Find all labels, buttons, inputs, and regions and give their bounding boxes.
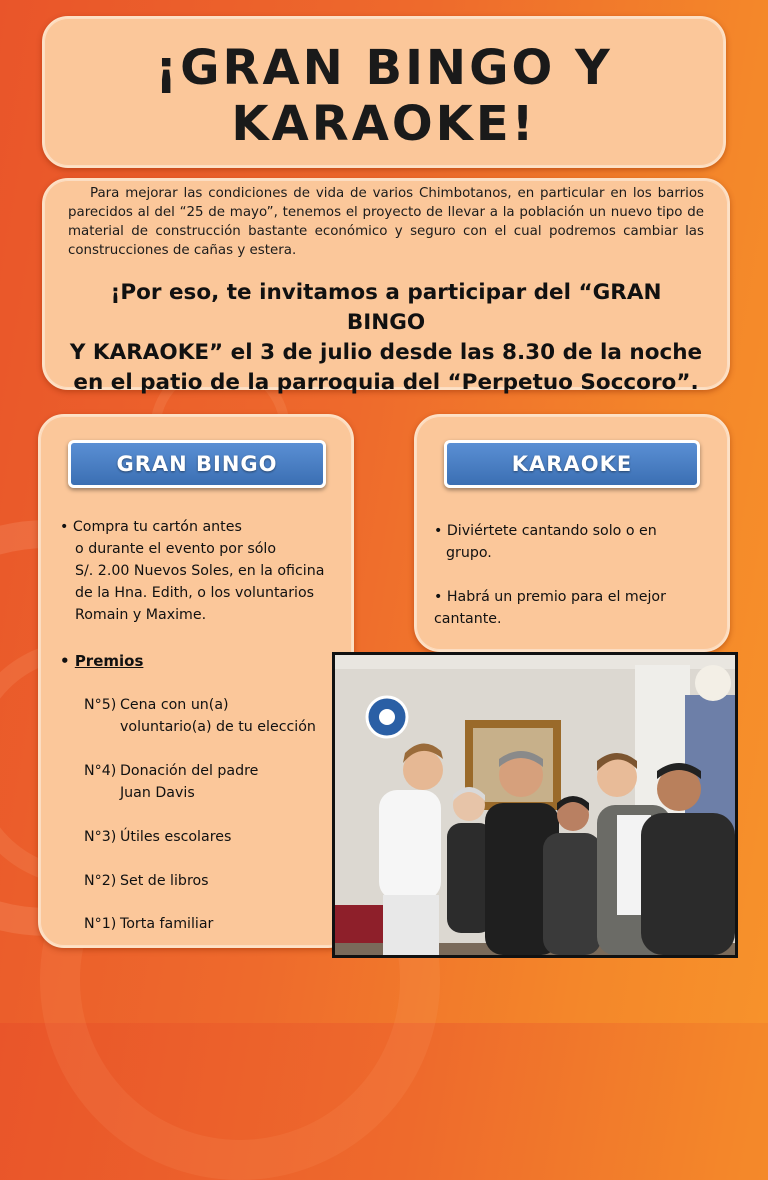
- premios-label: Premios: [74, 652, 144, 670]
- title-line-2: KARAOKE!: [231, 96, 537, 152]
- prize-item: [84, 760, 258, 804]
- prize-text: Set de libros: [120, 873, 209, 889]
- bingo-description: [60, 516, 350, 626]
- premios-bullet: •: [60, 652, 75, 670]
- invite-line-2: Y KARAOKE” el 3 de julio desde las 8.30 de la noche: [69, 340, 703, 365]
- karaoke-desc-line: cantante.: [434, 611, 502, 627]
- prize-item: [84, 913, 213, 935]
- karaoke-desc-line: • Diviértete cantando solo o en: [434, 523, 657, 539]
- prize-text: Útiles escolares: [120, 829, 232, 845]
- prize-text: Cena con un(a): [120, 697, 229, 713]
- prize-text: Donación del padre: [120, 763, 259, 779]
- prize-number: N°1): [84, 916, 117, 932]
- karaoke-header: KARAOKE: [444, 440, 700, 488]
- prize-item: [84, 826, 231, 848]
- karaoke-desc-spacer: [434, 564, 724, 586]
- karaoke-desc-line: grupo.: [446, 545, 492, 561]
- prize-number: N°4): [84, 763, 117, 779]
- bingo-desc-line: S/. 2.00 Nuevos Soles, en la oficina: [75, 563, 325, 579]
- prize-text-cont: Juan Davis: [120, 785, 195, 801]
- bingo-desc-line: o durante el evento por sólo: [75, 541, 277, 557]
- bingo-desc-line: • Compra tu cartón antes: [60, 519, 242, 535]
- bingo-header: GRAN BINGO: [68, 440, 326, 488]
- invite-line-3: en el patio de la parroquia del “Perpetuo Soccoro”.: [73, 370, 699, 395]
- prize-item: [84, 694, 316, 738]
- karaoke-panel: [414, 414, 730, 652]
- invite-line-1: ¡Por eso, te invitamos a participar del “GRAN BINGO: [110, 280, 662, 335]
- title-line-1: ¡GRAN BINGO Y: [155, 40, 613, 96]
- bingo-desc-line: Romain y Maxime.: [75, 607, 207, 623]
- intro-paragraph: Para mejorar las condiciones de vida de varios Chimbotanos, en particular en los barrios parecidos al del “25 de mayo”, tenemos el proyecto de llevar a la población un nuevo tipo de material de construcción bastante económico y seguro con el cual podremos cambiar las construcciones de cañas y estera.: [68, 186, 704, 258]
- prize-number: N°5): [84, 697, 117, 713]
- prize-text-cont: voluntario(a) de tu elección: [120, 719, 316, 735]
- prize-item: [84, 870, 209, 892]
- karaoke-description: [434, 520, 724, 630]
- prize-number: N°3): [84, 829, 117, 845]
- title-panel: [42, 16, 726, 168]
- bingo-desc-line: de la Hna. Edith, o los voluntarios: [75, 585, 315, 601]
- prize-text: Torta familiar: [120, 916, 214, 932]
- page-title: [44, 18, 724, 152]
- bingo-panel: [38, 414, 354, 948]
- group-photo-illustration: [335, 655, 735, 955]
- group-photo: [332, 652, 738, 958]
- invitation-text: [68, 278, 704, 398]
- premios-heading: [60, 650, 143, 672]
- prize-number: N°2): [84, 873, 117, 889]
- karaoke-desc-line: • Habrá un premio para el mejor: [434, 589, 666, 605]
- info-panel: [42, 178, 730, 395]
